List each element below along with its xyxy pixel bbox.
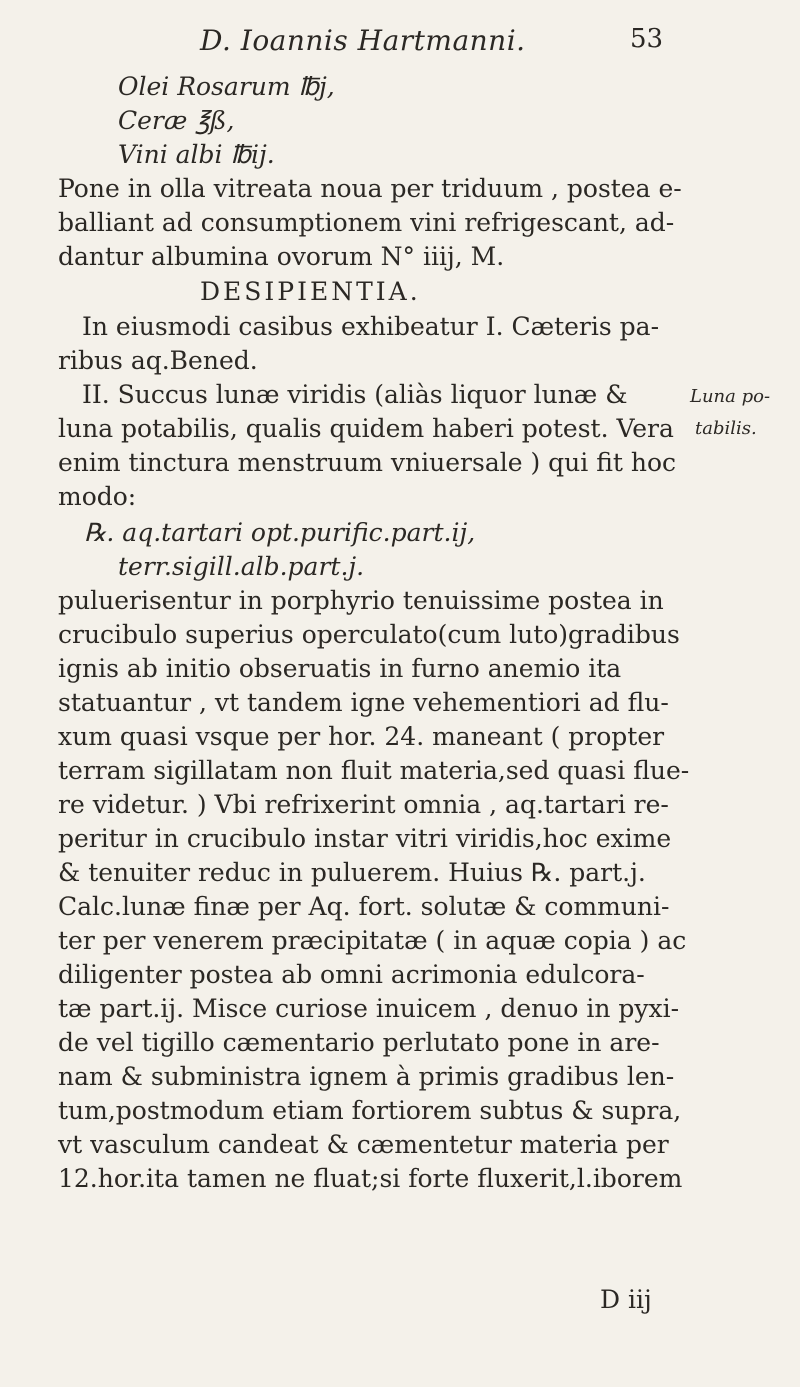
text-line: balliant ad consumptionem vini refrigescant, ad- (58, 208, 675, 237)
text-line: crucibulo superius operculato(cum luto)gradibus (58, 620, 680, 649)
text-line: ℞. aq.tartari opt.purific.part.ij, (84, 518, 476, 547)
text-line: ter per venerem præcipitatæ ( in aquæ copia ) ac (58, 926, 687, 955)
section-heading: DESIPIENTIA. (200, 277, 421, 306)
text-line: modo: (58, 482, 137, 511)
text-line: tum,postmodum etiam fortiorem subtus & supra, (58, 1096, 682, 1125)
text-line: peritur in crucibulo instar vitri viridis,hoc exime (58, 824, 672, 853)
text-line: de vel tigillo cæmentario perlutato pone in are- (58, 1028, 660, 1057)
text-line: In eiusmodi casibus exhibeatur I. Cæteris pa- (82, 312, 660, 341)
text-line: puluerisentur in porphyrio tenuissime postea in (58, 586, 664, 615)
text-line: 12.hor.ita tamen ne fluat;si forte fluxerit,l.iborem (58, 1164, 683, 1193)
margin-note: Luna po- (690, 386, 771, 407)
page-header (0, 24, 800, 64)
text-line: Calc.lunæ finæ per Aq. fort. solutæ & communi- (58, 892, 670, 921)
text-line: tæ part.ij. Misce curiose inuicem , denuo in pyxi- (58, 994, 680, 1023)
text-line: ignis ab initio obseruatis in furno anemio ita (58, 654, 622, 683)
text-line: xum quasi vsque per hor. 24. maneant ( propter (58, 722, 665, 751)
text-line: enim tinctura menstruum vniuersale ) qui fit hoc (58, 448, 677, 477)
text-line: dantur albumina ovorum N° iiij, M. (58, 242, 505, 271)
text-line: Ceræ ℥ß, (118, 106, 235, 135)
text-line: & tenuiter reduc in puluerem. Huius ℞. part.j. (58, 858, 646, 887)
running-title: D. Ioannis Hartmanni. (200, 24, 526, 57)
text-line: ribus aq.Bened. (58, 346, 258, 375)
text-line: Olei Rosarum ℔j, (118, 72, 335, 101)
text-line: Pone in olla vitreata noua per triduum , postea e- (58, 174, 682, 203)
text-line: vt vasculum candeat & cæmentetur materia per (58, 1130, 669, 1159)
text-line: nam & subministra ignem à primis gradibus len- (58, 1062, 675, 1091)
text-line: diligenter postea ab omni acrimonia edulcora- (58, 960, 645, 989)
signature-mark: D iij (600, 1285, 652, 1314)
page-number: 53 (630, 24, 664, 54)
text-line: luna potabilis, qualis quidem haberi potest. Vera (58, 414, 674, 443)
text-line: II. Succus lunæ viridis (aliàs liquor lunæ & (82, 380, 628, 409)
text-line: terram sigillatam non fluit materia,sed quasi flue- (58, 756, 690, 785)
text-line: Vini albi ℔ij. (118, 140, 275, 169)
margin-note: tabilis. (695, 418, 757, 439)
text-line: statuantur , vt tandem igne vehementiori ad flu- (58, 688, 669, 717)
text-line: terr.sigill.alb.part.j. (118, 552, 365, 581)
text-line: re videtur. ) Vbi refrixerint omnia , aq.tartari re- (58, 790, 669, 819)
